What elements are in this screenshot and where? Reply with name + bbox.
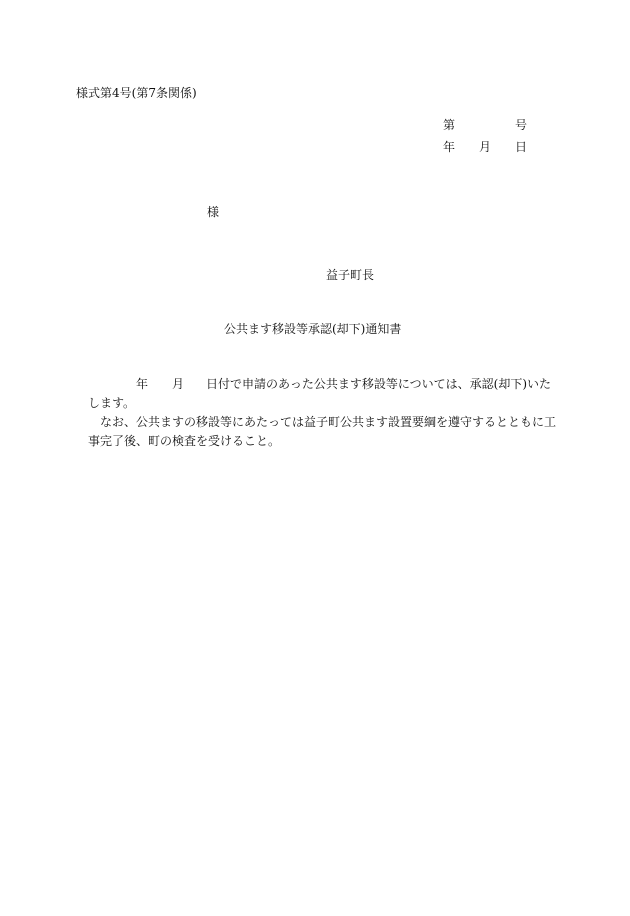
document-title: 公共ます移設等承認(却下)通知書 — [224, 322, 402, 336]
body-year-label: 年 — [136, 377, 149, 391]
doc-number-suffix: 号 — [515, 118, 528, 132]
body-line-2: します。 — [88, 396, 136, 410]
body-line-3: なお、公共ますの移設等にあたっては益子町公共ます設置要綱を遵守するとともに工 — [100, 415, 557, 429]
doc-number-prefix: 第 — [443, 118, 456, 132]
date-year-label: 年 — [443, 140, 456, 154]
sender-name: 益子町長 — [326, 268, 375, 282]
form-number: 様式第4号(第7条関係) — [76, 86, 197, 100]
body-line-1: 日付で申請のあった公共ます移設等については、承認(却下)いた — [206, 377, 552, 391]
date-day-label: 日 — [515, 140, 528, 154]
body-month-label: 月 — [172, 377, 185, 391]
addressee-honorific: 様 — [207, 205, 220, 219]
body-line-4: 事完了後、町の検査を受けること。 — [88, 434, 281, 448]
date-month-label: 月 — [479, 140, 492, 154]
